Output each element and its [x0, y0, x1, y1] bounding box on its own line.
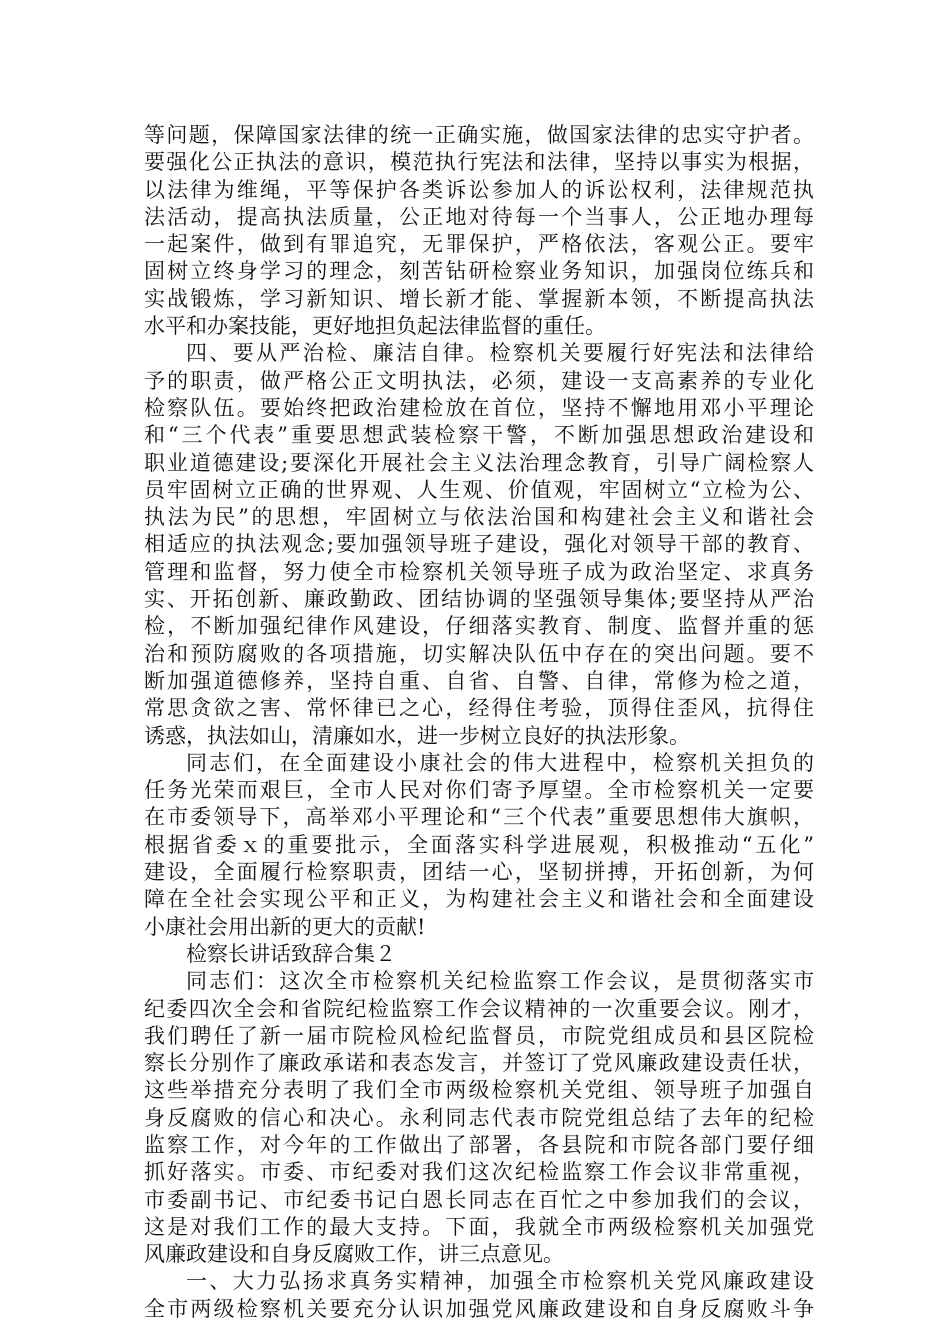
text-line: 四、要从严治检、廉洁自律。检察机关要履行好宪法和法律给 [186, 341, 814, 366]
text-line: 常思贪欲之害、常怀律已之心，经得住考验，顶得住歪风，抗得住 [144, 696, 814, 721]
text-line: 纪委四次全会和省院纪检监察工作会议精神的一次重要会议。刚才， [144, 996, 814, 1021]
text-line: 职业道德建设;要深化开展社会主义法治理念教育，引导广阔检察人 [144, 450, 814, 475]
text-line: 这些举措充分表明了我们全市两级检察机关党组、领导班子加强自 [144, 1078, 814, 1103]
text-line: 检，不断加强纪律作风建设，仔细落实教育、制度、监督并重的惩 [144, 614, 814, 639]
text-line: 同志们，在全面建设小康社会的伟大进程中，检察机关担负的 [186, 750, 814, 775]
text-line: 断加强道德修养，坚持自重、自省、自警、自律，常修为检之道， [144, 668, 814, 693]
text-line: 诱惑，执法如山，清廉如水，进一步树立良好的执法形象。 [144, 723, 690, 748]
text-line: 一、大力弘扬求真务实精神，加强全市检察机关党风廉政建设 [186, 1269, 814, 1294]
text-line: 察长分别作了廉政承诺和表态发言，并签订了党风廉政建设责任状， [144, 1051, 814, 1076]
text-line: 在市委领导下，高举邓小平理论和“三个代表”重要思想伟大旗帜， [144, 805, 814, 830]
text-line: 实战锻炼，学习新知识、增长新才能、掌握新本领，不断提高执法 [144, 286, 814, 311]
text-line: 以法律为维绳，平等保护各类诉讼参加人的诉讼权利，法律规范执 [144, 177, 814, 202]
text-line: 实、开拓创新、廉政勤政、团结协调的坚强领导集体;要坚持从严治 [144, 587, 814, 612]
text-line: 市委副书记、市纪委书记白恩长同志在百忙之中参加我们的会议， [144, 1187, 814, 1212]
text-line: 我们聘任了新一届市院检风检纪监督员，市院党组成员和县区院检 [144, 1023, 814, 1048]
text-line: 同志们：这次全市检察机关纪检监察工作会议，是贯彻落实市 [186, 969, 814, 994]
text-line: 要强化公正执法的意识，模范执行宪法和法律，坚持以事实为根据， [144, 150, 814, 175]
text-line: 监察工作，对今年的工作做出了部署，各县院和市院各部门要仔细 [144, 1132, 814, 1157]
text-line: 相适应的执法观念;要加强领导班子建设，强化对领导干部的教育、 [144, 532, 814, 557]
text-line: 和“三个代表”重要思想武装检察干警，不断加强思想政治建设和 [144, 423, 814, 448]
text-line: 治和预防腐败的各项措施，切实解决队伍中存在的突出问题。要不 [144, 641, 814, 666]
text-line: 法活动，提高执法质量，公正地对待每一个当事人，公正地办理每 [144, 204, 814, 229]
text-line: 建设，全面履行检察职责，团结一心，坚韧拼搏，开拓创新，为何 [144, 860, 814, 885]
text-line: 小康社会用出新的更大的贡献! [144, 914, 426, 939]
text-line: 予的职责，做严格公正文明执法，必须，建设一支高素养的专业化 [144, 368, 814, 393]
text-line: 检察长讲话致辞合集２ [186, 941, 396, 966]
text-line: 根据省委ｘ的重要批示，全面落实科学进展观，积极推动“五化” [144, 832, 814, 857]
text-line: 执法为民”的思想，牢固树立与依法治国和构建社会主义和谐社会 [144, 505, 814, 530]
text-line: 障在全社会实现公平和正义，为构建社会主义和谐社会和全面建设 [144, 887, 814, 912]
text-line: 身反腐败的信心和决心。永利同志代表市院党组总结了去年的纪检 [144, 1105, 814, 1130]
text-line: 全市两级检察机关要充分认识加强党风廉政建设和自身反腐败斗争 [144, 1296, 814, 1321]
text-line: 员牢固树立正确的世界观、人生观、价值观，牢固树立“立检为公、 [144, 477, 814, 502]
document-body-text [144, 122, 814, 1323]
text-line: 一起案件，做到有罪追究，无罪保护，严格依法，客观公正。要牢 [144, 232, 814, 257]
text-line: 风廉政建设和自身反腐败工作，讲三点意见。 [144, 1242, 564, 1267]
text-line: 任务光荣而艰巨，全市人民对你们寄予厚望。全市检察机关一定要 [144, 778, 814, 803]
text-line: 检察队伍。要始终把政治建检放在首位，坚持不懈地用邓小平理论 [144, 395, 814, 420]
text-line: 抓好落实。市委、市纪委对我们这次纪检监察工作会议非常重视， [144, 1160, 814, 1185]
text-line: 固树立终身学习的理念，刻苦钻研检察业务知识，加强岗位练兵和 [144, 259, 814, 284]
text-line: 水平和办案技能，更好地担负起法律监督的重任。 [144, 314, 606, 339]
text-line: 管理和监督，努力使全市检察机关领导班子成为政治坚定、求真务 [144, 559, 814, 584]
text-line: 这是对我们工作的最大支持。下面，我就全市两级检察机关加强党 [144, 1214, 814, 1239]
text-line: 等问题，保障国家法律的统一正确实施，做国家法律的忠实守护者。 [144, 123, 814, 147]
